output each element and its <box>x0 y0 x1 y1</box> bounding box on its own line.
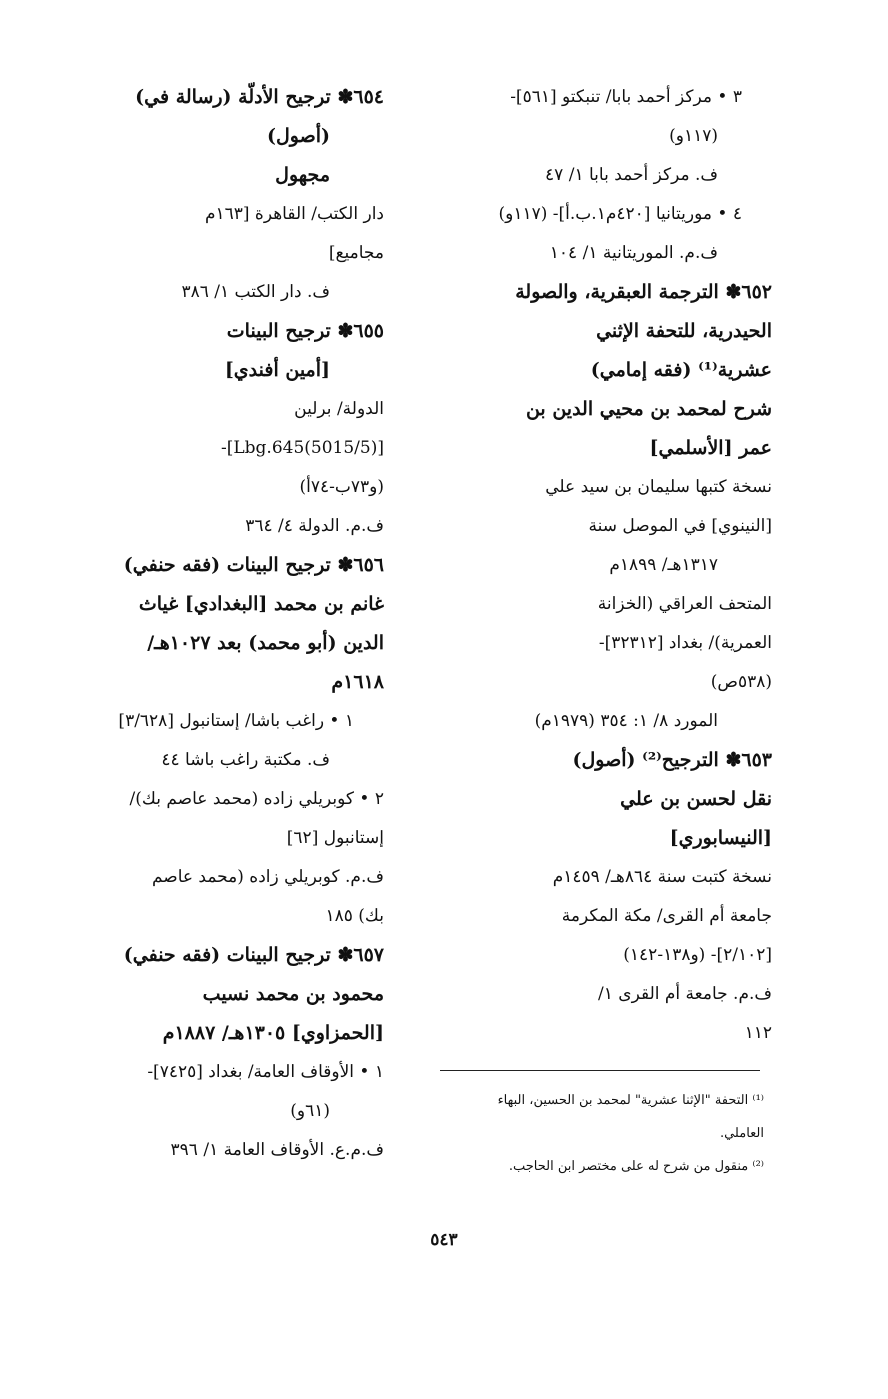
entry-line: [(5015/5)Lbg.645]- <box>220 438 384 458</box>
entry-line: ١ • راغب باشا/ إستانبول [٣/٦٢٨] <box>118 711 354 731</box>
entry-line: الدولة/ برلين <box>294 399 384 419</box>
entry-author: مجهول <box>275 164 330 186</box>
entry-author: الدين (أبو محمد) بعد ١٠٢٧هـ/ <box>147 632 384 654</box>
entry-heading: الحيدرية، للتحفة الإثني <box>596 320 772 342</box>
entry-line: ٣ • مركز أحمد بابا/ تنبكتو [٥٦١]- <box>510 87 742 107</box>
entry-line: بك) ١٨٥ <box>325 906 384 926</box>
entry-line: دار الكتب/ القاهرة [١٦٣م <box>204 204 384 224</box>
entry-line: جامعة أم القرى/ مكة المكرمة <box>561 906 772 926</box>
entry-line: (و٧٣ب-٧٤أ) <box>299 477 384 497</box>
entry-heading: ٦٥٧✽ ترجيح البينات (فقه حنفي) <box>123 944 384 966</box>
entry-line: المتحف العراقي (الخزانة <box>597 594 772 614</box>
footnote-divider <box>440 1070 760 1071</box>
entry-line: (٥٣٨ص) <box>710 672 772 692</box>
entry-line: ٤ • موريتانيا [٤٢٠م١.ب.أ]- (١١٧و) <box>498 204 742 224</box>
entry-line: إستانبول [٦٢] <box>286 828 384 848</box>
entry-line: العمرية)/ بغداد [٣٢٣١٢]- <box>598 633 772 653</box>
left-column <box>52 78 384 1170</box>
entry-line: المورد ٨/ ١: ٣٥٤ (١٩٧٩م) <box>534 711 718 731</box>
entry-author: شرح لمحمد بن محيي الدين بن <box>525 398 772 420</box>
entry-author: غانم بن محمد [البغدادي] غياث <box>138 593 384 615</box>
entry-author: [أمين أفندي] <box>224 359 330 381</box>
entry-author: محمود بن محمد نسيب <box>202 983 384 1005</box>
entry-line: ف.م. كوبريلي زاده (محمد عاصم <box>151 867 384 887</box>
entry-heading: ٦٥٤✽ ترجيح الأدلّة (رسالة في) <box>135 86 384 108</box>
entry-author: عمر [الأسلمي] <box>649 437 772 459</box>
entry-author: [النيسابوري] <box>669 827 772 849</box>
entry-line: ف.م.ع. الأوقاف العامة ١/ ٣٩٦ <box>170 1140 384 1160</box>
entry-line: ف.م. الموريتانية ١/ ١٠٤ <box>549 243 718 263</box>
entry-heading: ٦٥٢✽ الترجمة العبقرية، والصولة <box>515 281 772 303</box>
entry-line: (١١٧و) <box>669 126 718 146</box>
entry-line: ف.م. الدولة ٤/ ٣٦٤ <box>245 516 384 536</box>
entry-line: (٦١و) <box>290 1101 330 1121</box>
entry-author: نقل لحسن بن علي <box>620 788 772 810</box>
entry-line: نسخة كتبت سنة ٨٦٤هـ/ ١٤٥٩م <box>552 867 772 887</box>
footnotes <box>430 1084 764 1183</box>
page-number: ٥٤٣ <box>430 1230 458 1250</box>
entry-author: [الحمزاوي] ١٣٠٥هـ/ ١٨٨٧م <box>162 1022 384 1044</box>
entry-line: [النينوي] في الموصل سنة <box>588 516 772 536</box>
entry-heading: ٦٥٣✽ الترجيح⁽²⁾ (أصول) <box>572 749 772 771</box>
entry-line: مجاميع] <box>328 243 384 263</box>
footnote-2: ⁽²⁾ منقول من شرح له على مختصر ابن الحاجب. <box>508 1159 764 1174</box>
entry-line: ١ • الأوقاف العامة/ بغداد [٧٤٢٥]- <box>147 1062 384 1082</box>
entry-line: ٢ • كوبريلي زاده (محمد عاصم بك)/ <box>129 789 384 809</box>
entry-line: ف. دار الكتب ١/ ٣٨٦ <box>181 282 330 302</box>
entry-line: ف. مكتبة راغب باشا ٤٤ <box>161 750 330 770</box>
entry-line: نسخة كتبها سليمان بن سيد علي <box>545 477 772 497</box>
right-column <box>438 78 772 1053</box>
entry-heading: ٦٥٦✽ ترجيح البينات (فقه حنفي) <box>123 554 384 576</box>
footnote-1: ⁽¹⁾ التحفة "الإثنا عشرية" لمحمد بن الحسين، البهاء <box>497 1093 764 1108</box>
entry-line: [٢/١٠٢]- (و١٣٨-١٤٢) <box>623 945 772 965</box>
entry-author: ١٦١٨م <box>331 671 384 693</box>
entry-heading: ٦٥٥✽ ترجيح البينات <box>226 320 384 342</box>
entry-line: ١٣١٧هـ/ ١٨٩٩م <box>609 555 718 575</box>
entry-heading: (أصول) <box>266 125 330 147</box>
entry-heading: عشرية⁽¹⁾ (فقه إمامي) <box>590 359 772 381</box>
footnote-1-cont: العاملي. <box>719 1126 764 1141</box>
entry-line: ف.م. جامعة أم القرى ١/ <box>598 984 772 1004</box>
entry-line: ١١٢ <box>744 1023 772 1043</box>
entry-line: ف. مركز أحمد بابا ١/ ٤٧ <box>545 165 718 185</box>
